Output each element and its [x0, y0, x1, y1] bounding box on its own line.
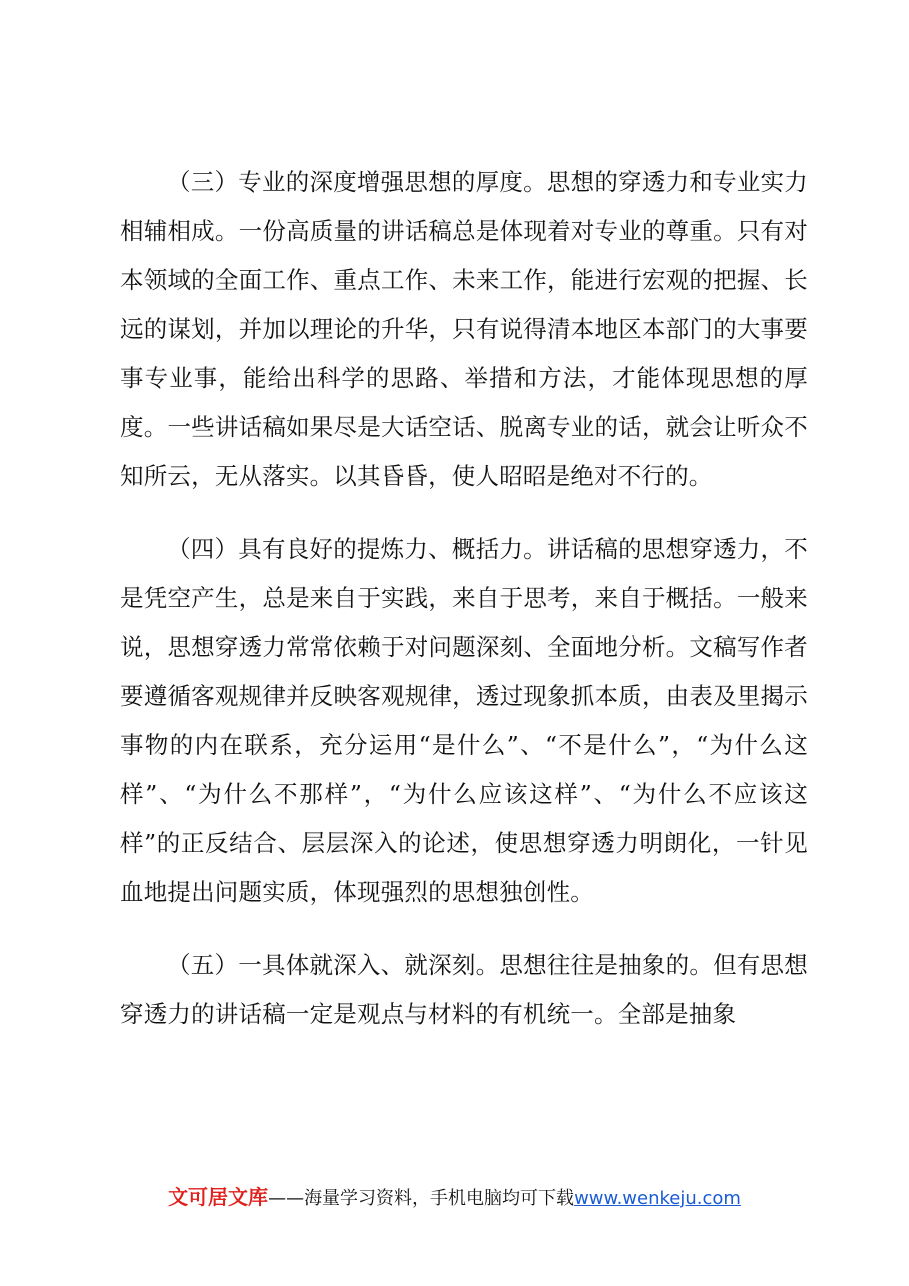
document-body [120, 158, 808, 1039]
paragraph-5: （五）一具体就深入、就深刻。思想往往是抽象的。但有思想穿透力的讲话稿一定是观点与材料的有机统一。全部是抽象 [120, 951, 808, 1028]
page-footer [0, 1184, 909, 1212]
footer-brand: 文可居文库 [168, 1185, 269, 1209]
paragraph-4: （四）具有良好的提炼力、概括力。讲话稿的思想穿透力，不是凭空产生，总是来自于实践，来自于思考，来自于概括。一般来说，思想穿透力常常依赖于对问题深刻、全面地分析。文稿写作者要遵循客观规律并反映客观规律，透过现象抓本质，由表及里揭示事物的内在联系，充分运用“是什么”、“不是什么”，“为什么这样”、“为什么不那样”，“为什么应该这样”、“为什么不应该这样”的正反结合、层层深入的论述，使思想穿透力明朗化，一针见血地提出问题实质，体现强烈的思想独创性。 [120, 535, 808, 906]
footer-tagline: ——海量学习资料，手机电脑均可下载 [268, 1188, 575, 1209]
paragraph-3: （三）专业的深度增强思想的厚度。思想的穿透力和专业实力相辅相成。一份高质量的讲话稿总是体现着对专业的尊重。只有对本领域的全面工作、重点工作、未来工作，能进行宏观的把握、长远的谋划，并加以理论的升华，只有说得清本地区本部门的大事要事专业事，能给出科学的思路、举措和方法，才能体现思想的厚度。一些讲话稿如果尽是大话空话、脱离专业的话，就会让听众不知所云，无从落实。以其昏昏，使人昭昭是绝对不行的。 [120, 168, 808, 490]
footer-site-link[interactable]: www.wenkeju.com [574, 1188, 741, 1209]
